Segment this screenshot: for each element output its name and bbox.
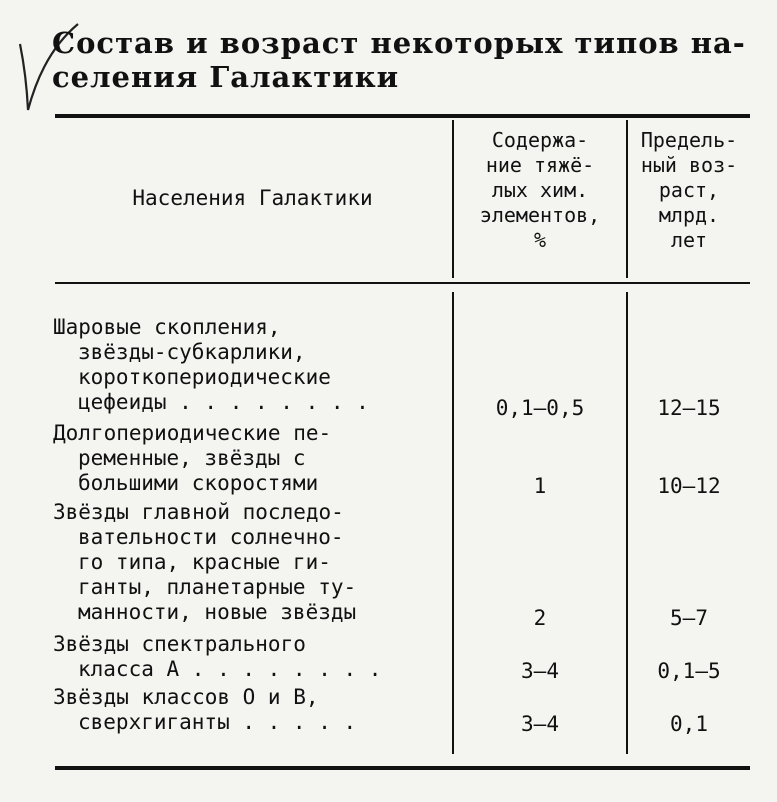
- row-text-line: Шаровые скопления,: [53, 315, 281, 339]
- column-divider-2-body: [626, 292, 628, 754]
- age-value: 0,1: [670, 712, 708, 736]
- page-title: [52, 26, 752, 94]
- heavy-value: 1: [533, 474, 547, 498]
- header-separator: [55, 282, 750, 284]
- table-row: [53, 421, 448, 496]
- row-text-line: большими скоростями: [78, 471, 319, 495]
- table-row: [53, 500, 448, 625]
- header-age-line: лет: [670, 228, 708, 252]
- header-population-label: Населения Галактики: [132, 186, 373, 210]
- column-divider-1: [452, 120, 454, 278]
- header-heavy-line: %: [533, 228, 547, 252]
- row-text-line: вательности солнечно-: [78, 525, 344, 549]
- row-text-line: цефеиды . . . . . . . .: [78, 390, 369, 414]
- row-text-line: Звёзды классов О и В,: [53, 685, 319, 709]
- header-heavy-line: ние тяжё-: [485, 153, 595, 177]
- table-row: [53, 685, 448, 735]
- row-text-line: ременные, звёзды с: [78, 446, 306, 470]
- row-text-line: ганты, планетарные ту-: [78, 575, 357, 599]
- header-heavy-line: Содержа-: [491, 128, 589, 152]
- heavy-value: 3—4: [521, 712, 559, 736]
- header-age-line: Предель-: [640, 128, 738, 152]
- heavy-value: 0,1—0,5: [495, 396, 585, 420]
- table-row: [53, 315, 448, 415]
- row-text-line: звёзды-субкарлики,: [78, 340, 306, 364]
- header-heavy-line: лых хим.: [491, 178, 589, 202]
- row-text-line: Долгопериодические пе-: [53, 421, 332, 445]
- row-text-line: сверхгиганты . . . . .: [78, 710, 357, 734]
- header-age-line: ный воз-: [640, 153, 738, 177]
- header-age: [628, 128, 750, 253]
- row-text-line: класса А . . . . . . . .: [78, 657, 382, 681]
- row-text-line: манности, новые звёзды: [78, 600, 357, 624]
- column-divider-1-body: [452, 292, 454, 754]
- age-value: 0,1—5: [657, 659, 721, 683]
- header-age-line: раст,: [658, 178, 720, 202]
- age-value: 10—12: [657, 474, 721, 498]
- table-top-rule: [55, 114, 750, 118]
- header-heavy-elements: [456, 128, 624, 253]
- row-text-line: Звёзды спектрального: [53, 632, 306, 656]
- row-text-line: короткопериодические: [78, 365, 331, 389]
- heavy-value: 2: [533, 606, 547, 630]
- row-text-line: го типа, красные ги-: [78, 550, 331, 574]
- header-heavy-line: элементов,: [479, 203, 601, 227]
- row-text-line: Звёзды главной последо-: [53, 500, 344, 524]
- age-value: 12—15: [657, 396, 721, 420]
- title-line-1: Состав и возраст некоторых типов на-: [52, 26, 746, 60]
- table-row: [53, 632, 448, 682]
- heavy-value: 3—4: [521, 659, 559, 683]
- title-line-2: селения Галактики: [52, 60, 400, 94]
- header-population: [60, 186, 445, 211]
- table-bottom-rule: [55, 766, 750, 770]
- age-value: 5—7: [670, 606, 708, 630]
- header-age-line: млрд.: [658, 203, 720, 227]
